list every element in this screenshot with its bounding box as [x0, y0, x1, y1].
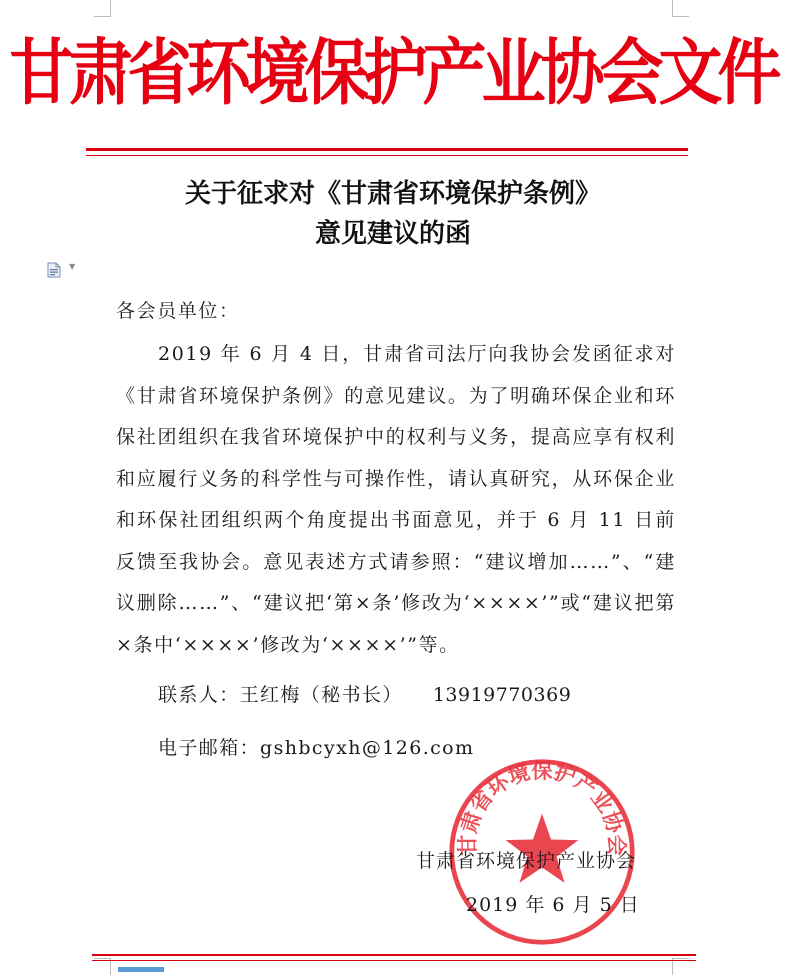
salutation: 各会员单位： [116, 300, 240, 322]
contact-line [158, 680, 571, 710]
footer-red-rule-thin [92, 960, 696, 961]
seal-text: 甘肃省环境保护产业协会 [454, 757, 630, 856]
footer-red-rule-thick [92, 954, 696, 956]
contact-person: 联系人：王红梅（秘书长） [158, 684, 403, 706]
document-title-line1: 关于征求对《甘肃省环境保护条例》 [184, 179, 601, 209]
crop-mark-top-left [94, 0, 111, 17]
document-title-line2: 意见建议的函 [314, 219, 471, 249]
crop-mark-top-right [672, 0, 689, 17]
header-red-rule-thick [86, 148, 688, 151]
document-header-title: 甘肃省环境保护产业协会文件 [9, 32, 777, 116]
document-map-icon[interactable] [46, 262, 62, 278]
signature-date: 2019 年 6 月 5 日 [466, 894, 640, 916]
body-paragraph: 2019 年 6 月 4 日，甘肃省司法厅向我协会发函征求对《甘肃省环境保护条例》的意见建议。为了明确环保企业和环保社团组织在我省环境保护中的权利与义务，提高应享有权利和应履行义务的科学性与可操作性，请认真研究，从环保企业和环保社团组织两个角度提出书面意见，并于 6 月 11 日前反馈至我协会。意见表述方式请参照：“建议增加……”、“建议删除……”、“建议把‘第×条’修改为‘××××’”或“建议把第×条中‘××××’修改为‘××××’”等。 [116, 343, 676, 656]
page-indicator-strip [118, 967, 164, 972]
header-red-rule-thin [86, 155, 688, 156]
chevron-down-icon[interactable]: ▼ [69, 262, 76, 271]
signature-org: 甘肃省环境保护产业协会 [416, 850, 637, 872]
contact-email: 电子邮箱：gshbcyxh@126.com [158, 737, 475, 759]
contact-phone: 13919770369 [432, 684, 572, 706]
